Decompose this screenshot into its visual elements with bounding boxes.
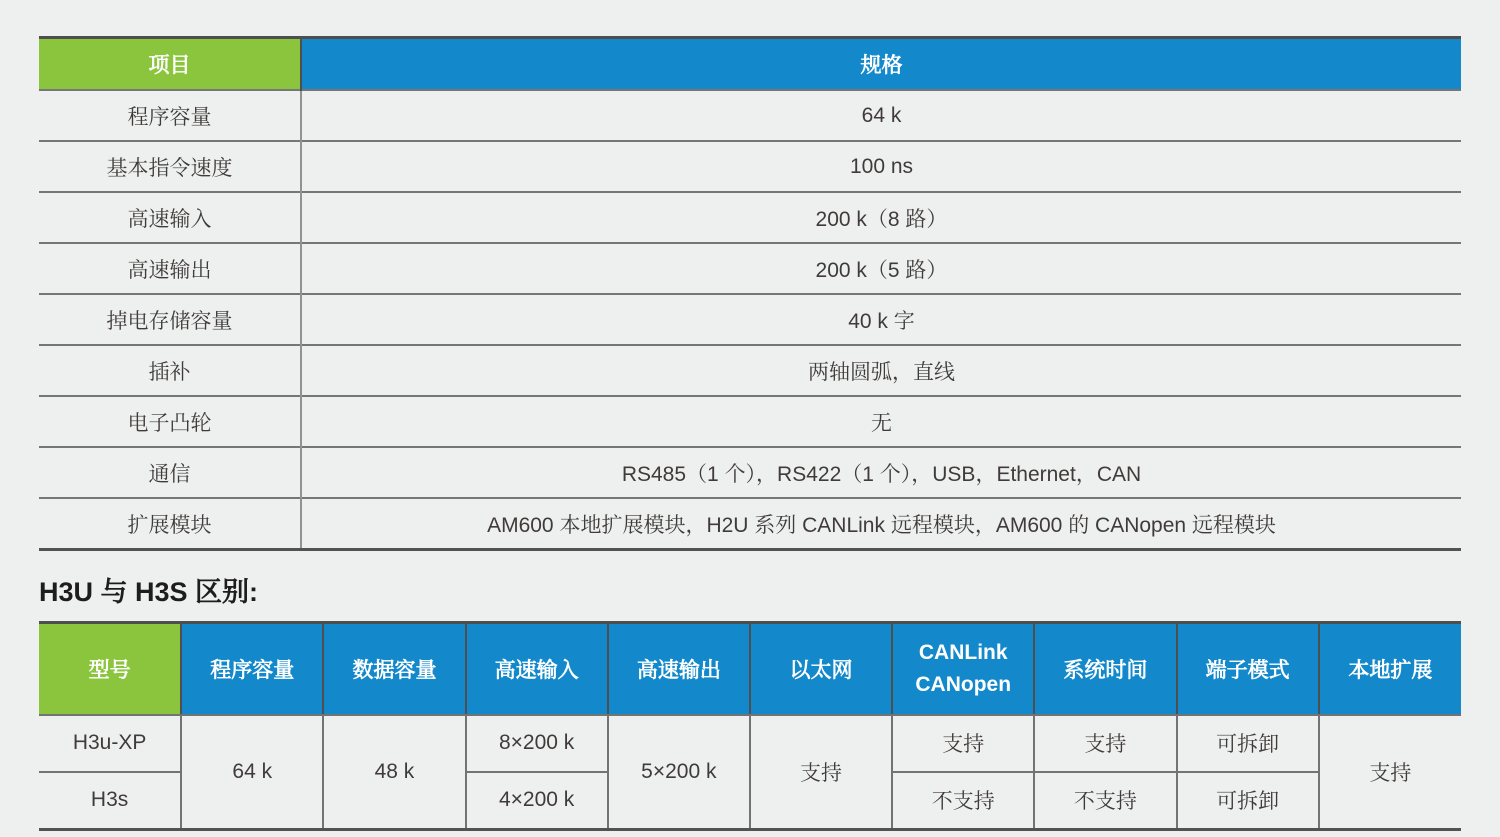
terminal-cell: 可拆卸 xyxy=(1177,772,1319,830)
table-row xyxy=(39,498,1461,550)
spec-item-label: 掉电存储容量 xyxy=(39,294,301,345)
spec-item-value: 64 k xyxy=(301,90,1461,141)
hs-output-cell: 5×200 k xyxy=(608,715,750,830)
diff-header-sys-time: 系统时间 xyxy=(1034,622,1176,715)
sys-time-cell: 支持 xyxy=(1034,715,1176,772)
diff-header-hs-output: 高速输出 xyxy=(608,622,750,715)
terminal-cell: 可拆卸 xyxy=(1177,715,1319,772)
model-cell: H3s xyxy=(39,772,181,830)
spec-item-label: 程序容量 xyxy=(39,90,301,141)
spec-item-value: 无 xyxy=(301,396,1461,447)
table-row-h3u-xp xyxy=(39,715,1461,772)
table-row xyxy=(39,345,1461,396)
spec-header-spec: 规格 xyxy=(301,38,1461,91)
spec-item-value: 200 k（8 路） xyxy=(301,192,1461,243)
diff-header-local-ext: 本地扩展 xyxy=(1319,622,1461,715)
spec-item-label: 基本指令速度 xyxy=(39,141,301,192)
spec-item-label: 高速输入 xyxy=(39,192,301,243)
spec-table-header-row xyxy=(39,38,1461,91)
spec-header-item: 项目 xyxy=(39,38,301,91)
diff-header-program: 程序容量 xyxy=(181,622,323,715)
hs-input-cell: 8×200 k xyxy=(466,715,608,772)
spec-item-label: 通信 xyxy=(39,447,301,498)
data-cell: 48 k xyxy=(323,715,465,830)
diff-table-header-row xyxy=(39,622,1461,715)
table-row xyxy=(39,447,1461,498)
spec-item-value: RS485（1 个），RS422（1 个），USB，Ethernet，CAN xyxy=(301,447,1461,498)
spec-item-label: 扩展模块 xyxy=(39,498,301,550)
table-row xyxy=(39,192,1461,243)
spec-item-value: 两轴圆弧，直线 xyxy=(301,345,1461,396)
hs-input-cell: 4×200 k xyxy=(466,772,608,830)
spec-item-label: 插补 xyxy=(39,345,301,396)
table-row xyxy=(39,294,1461,345)
diff-header-terminal: 端子模式 xyxy=(1177,622,1319,715)
ethernet-cell: 支持 xyxy=(750,715,892,830)
diff-header-canlink: CANLink CANopen xyxy=(892,622,1034,715)
diff-header-hs-input: 高速输入 xyxy=(466,622,608,715)
program-cell: 64 k xyxy=(181,715,323,830)
section-heading: H3U 与 H3S 区别: xyxy=(39,577,259,607)
sys-time-cell: 不支持 xyxy=(1034,772,1176,830)
diff-header-model: 型号 xyxy=(39,622,181,715)
local-ext-cell: 支持 xyxy=(1319,715,1461,830)
spec-item-value: 200 k（5 路） xyxy=(301,243,1461,294)
spec-item-value: 100 ns xyxy=(301,141,1461,192)
table-row xyxy=(39,396,1461,447)
canlink-cell: 不支持 xyxy=(892,772,1034,830)
spec-item-value: AM600 本地扩展模块，H2U 系列 CANLink 远程模块，AM600 的 CANopen 远程模块 xyxy=(301,498,1461,550)
diff-header-data: 数据容量 xyxy=(323,622,465,715)
table-row xyxy=(39,90,1461,141)
canlink-cell: 支持 xyxy=(892,715,1034,772)
spec-item-label: 电子凸轮 xyxy=(39,396,301,447)
diff-header-ethernet: 以太网 xyxy=(750,622,892,715)
spec-item-label: 高速输出 xyxy=(39,243,301,294)
diff-table xyxy=(39,621,1461,831)
spec-item-value: 40 k 字 xyxy=(301,294,1461,345)
table-row xyxy=(39,243,1461,294)
spec-table xyxy=(39,36,1461,551)
table-row xyxy=(39,141,1461,192)
model-cell: H3u-XP xyxy=(39,715,181,772)
